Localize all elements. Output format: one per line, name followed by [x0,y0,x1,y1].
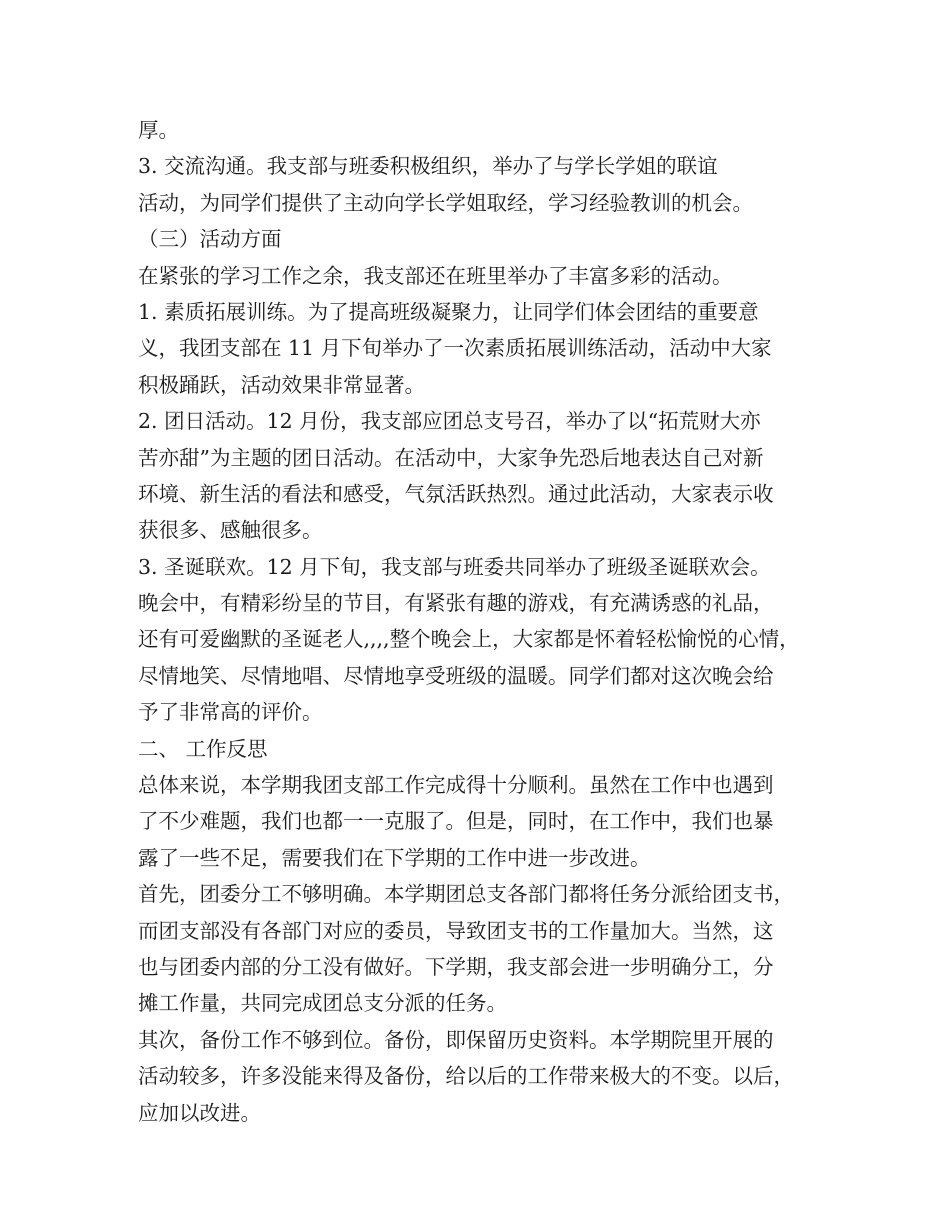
text-line: 活动，为同学们提供了主动向学长学姐取经，学习经验教训的机会。 [138,190,753,215]
text-line: 而团支部没有各部门对应的委员，导致团支书的工作量加大。当然，这 [138,918,774,943]
text-line: 活动较多，许多没能来得及备份，给以后的工作带来极大的不变。以后， [138,1064,794,1089]
text-line: 积极踊跃，活动效果非常显著。 [138,372,425,397]
section-heading-activities: （三）活动方面 [138,227,282,252]
text-line: 尽情地笑、尽情地唱、尽情地享受班级的温暖。同学们都对这次晚会给 [138,663,774,688]
text-line: 也与团委内部的分工没有做好。下学期，我支部会进一步明确分工，分 [138,954,774,979]
text-line: 获很多、感触很多。 [138,518,323,543]
list-item-exchange: 3. 交流沟通。我支部与班委积极组织，举办了与学长学姐的联谊 [138,154,718,179]
text-line: 了不少难题，我们也都一一克服了。但是，同时，在工作中，我们也暴 [138,809,774,834]
list-item-christmas: 3. 圣诞联欢。12 月下旬，我支部与班委共同举办了班级圣诞联欢会。 [138,554,771,579]
text-line: 予了非常高的评价。 [138,700,323,725]
text-line: 苦亦甜”为主题的团日活动。在活动中，大家争先恐后地表达自己对新 [138,445,764,470]
document-body [138,112,838,1131]
text-line: 厚。 [138,118,179,142]
text-line: 晚会中，有精彩纷呈的节目，有紧张有趣的游戏，有充满诱惑的礼品， [138,591,774,616]
text-line: 环境、新生活的看法和感受，气氛活跃热烈。通过此活动，大家表示收 [138,481,774,506]
text-line: 义，我团支部在 11 月下旬举办了一次素质拓展训练活动，活动中大家 [138,336,772,361]
text-line: 露了一些不足，需要我们在下学期的工作中进一步改进。 [138,845,651,870]
list-item-training: 1. 素质拓展训练。为了提高班级凝聚力，让同学们体会团结的重要意 [138,299,759,324]
list-item-league-day: 2. 团日活动。12 月份，我支部应团总支号召，举办了以“拓荒财大亦 [138,409,761,434]
text-line: 应加以改进。 [138,1100,261,1125]
text-line: 在紧张的学习工作之余，我支部还在班里举办了丰富多彩的活动。 [138,263,733,288]
text-line: 还有可爱幽默的圣诞老人,,,,整个晚会上，大家都是怀着轻松愉悦的心情， [138,627,800,652]
section-heading-reflection: 二、 工作反思 [138,736,268,761]
text-line: 摊工作量，共同完成团总支分派的任务。 [138,991,507,1016]
text-line: 首先，团委分工不够明确。本学期团总支各部门都将任务分派给团支书， [138,882,794,907]
text-line: 总体来说，本学期我团支部工作完成得十分顺利。虽然在工作中也遇到 [138,773,774,798]
text-line: 其次，备份工作不够到位。备份，即保留历史资料。本学期院里开展的 [138,1027,774,1052]
